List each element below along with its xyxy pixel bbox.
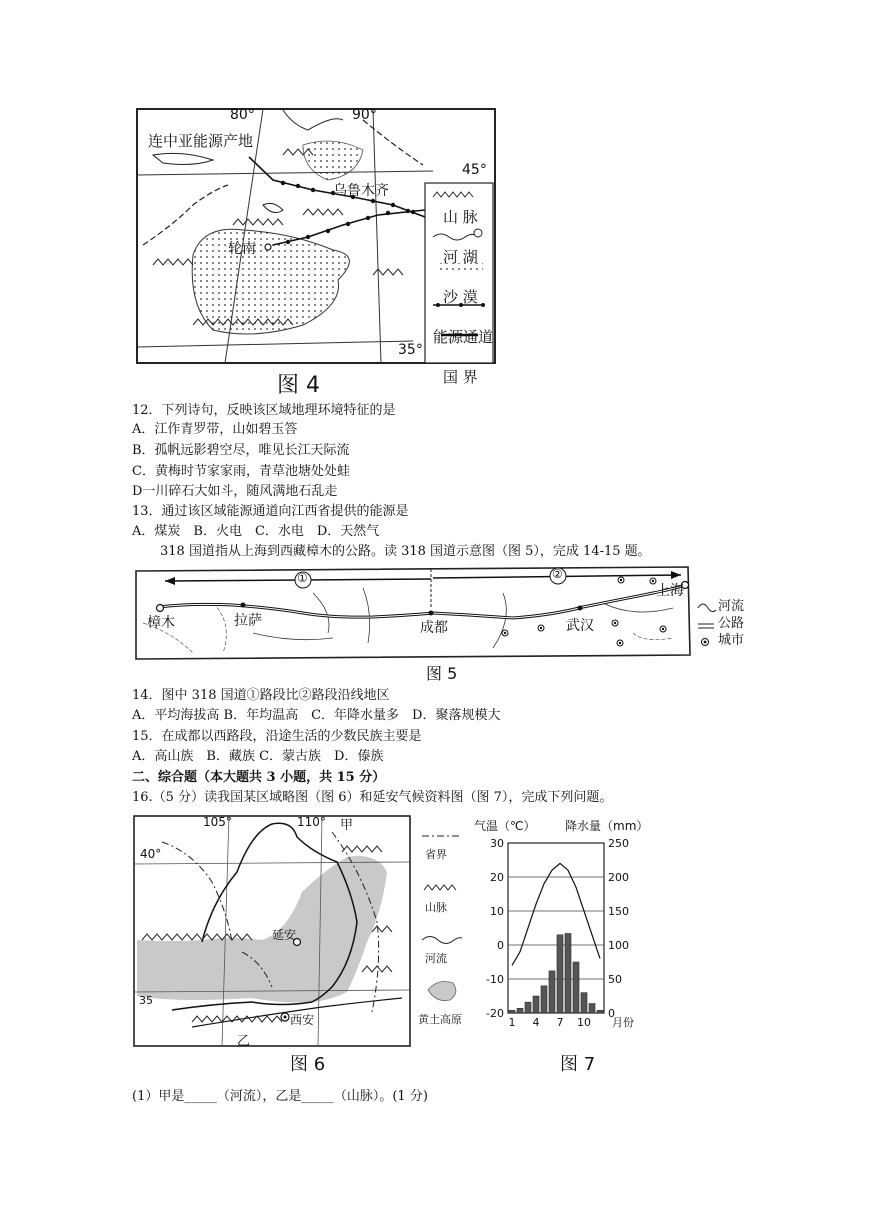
month-tick-label: 7	[556, 1016, 564, 1029]
fig6-lat35: 35	[139, 994, 153, 1007]
precip-bar-month-7	[557, 935, 563, 1013]
precip-tick-label: 100	[608, 939, 629, 952]
section-2-heading: 二、综合题（本大题共 3 小题，共 15 分）	[132, 770, 386, 785]
precip-bar-month-11	[589, 1003, 595, 1013]
legend-desert: 沙 漠	[443, 288, 478, 306]
fig4-luntai: 轮南	[228, 241, 256, 257]
fig7-caption: 图 7	[560, 1054, 596, 1075]
legend-river-lake: 河 湖	[443, 248, 478, 266]
precip-bar-month-2	[517, 1008, 523, 1013]
q12-option-b: B．孤帆远影碧空尽，唯见长江天际流	[132, 443, 350, 458]
precip-bar-month-3	[525, 1002, 531, 1013]
climate-chart	[478, 835, 658, 1045]
fig7-left-axis-label: 气温（℃）	[474, 819, 536, 833]
precip-bar-month-1	[509, 1010, 515, 1013]
temp-tick-label: 0	[497, 939, 504, 952]
q15-stem: 15．在成都以西路段，沿途生活的少数民族主要是	[132, 729, 422, 744]
precip-bar-month-12	[597, 1010, 603, 1013]
fig5-legend-river: 河流	[718, 599, 745, 614]
fig4-lon80: 80°	[230, 107, 255, 123]
q14-options: A．平均海拔高 B．年均温高 C．年降水量多 D．聚落规模大	[132, 708, 501, 723]
precip-bar-month-4	[533, 996, 539, 1013]
precip-tick-label: 50	[608, 973, 622, 986]
q13-options: A．煤炭 B．火电 C．水电 D．天然气	[132, 524, 380, 539]
temp-tick-label: 20	[490, 871, 504, 884]
q13-stem: 13．通过该区域能源通道向江西省提供的能源是	[132, 504, 409, 519]
fig6-lon110: 110°	[297, 815, 326, 829]
legend-border: 国 界	[443, 368, 478, 386]
fig6-caption: 图 6	[290, 1054, 326, 1075]
precip-bar-month-6	[549, 971, 555, 1013]
temp-tick-label: 10	[490, 905, 504, 918]
fig7-right-axis-label: 降水量（mm）	[565, 819, 649, 833]
precip-bar-month-5	[541, 986, 547, 1013]
fig5-legend	[718, 598, 744, 649]
fig6-lon105: 105°	[203, 815, 232, 829]
precip-tick-label: 250	[608, 837, 629, 850]
precip-bar-month-9	[573, 962, 579, 1013]
fig6-legend-border: 省界	[425, 848, 447, 861]
fig4-link-label: 连中亚能源产地	[148, 132, 254, 150]
fig4-legend	[433, 197, 503, 397]
fig6-legend-mountain: 山脉	[425, 901, 447, 914]
precip-tick-label: 150	[608, 905, 629, 918]
q14-stem: 14．图中 318 国道①路段比②路段沿线地区	[132, 688, 390, 703]
fig5-city-shanghai: 上海	[656, 583, 684, 599]
q12-option-a: A．江作青罗带，山如碧玉答	[132, 422, 298, 437]
fig4-urumqi: 乌鲁木齐	[333, 183, 389, 199]
legend-energy-route: 能源通道	[433, 328, 494, 346]
fig5-segment-1: ①	[297, 571, 308, 585]
q16-stem: 16.（5 分）读我国某区域略图（图 6）和延安气候资料图（图 7），完成下列问题。	[132, 790, 613, 805]
fig4-lat45: 45°	[462, 162, 487, 178]
precip-tick-label: 200	[608, 871, 629, 884]
q16-sub1: (1）甲是_____（河流），乙是_____（山脉）。(1 分)	[132, 1089, 428, 1104]
month-tick-label: 4	[532, 1016, 540, 1029]
fig5-city-wuhan: 武汉	[566, 618, 594, 634]
fig5-legend-highway: 公路	[718, 616, 745, 631]
precip-tick-label: 0	[608, 1007, 615, 1020]
fig5-legend-symbols	[696, 598, 716, 650]
q15-options: A．高山族 B．藏族 C．蒙古族 D．傣族	[132, 749, 384, 764]
fig5-segment-2: ②	[552, 567, 563, 581]
fig5-city-zhangmu: 樟木	[147, 615, 175, 631]
fig6-xian: 西安	[290, 1013, 315, 1027]
fig5-caption: 图 5	[426, 664, 458, 683]
fig6-jia: 甲	[340, 818, 354, 833]
temp-tick-label: -10	[486, 973, 504, 986]
precip-bar-month-8	[565, 933, 571, 1013]
fig4-lat35: 35°	[398, 342, 423, 358]
fig5-city-chengdu: 成都	[420, 620, 448, 636]
fig6-legend-loess: 黄土高原	[418, 1013, 462, 1026]
fig5-city-lhasa: 拉萨	[234, 613, 262, 629]
fig4-caption: 图 4	[277, 373, 320, 398]
precip-bar-month-10	[581, 993, 587, 1013]
q12-option-d: D一川碎石大如斗，随风满地石乱走	[132, 484, 338, 499]
fig6-yanan: 延安	[272, 928, 297, 942]
month-tick-label: 1	[508, 1016, 516, 1029]
intro-318: 318 国道指从上海到西藏樟木的公路。读 318 国道示意图（图 5），完成 14-15 题。	[160, 544, 651, 559]
fig5-legend-city: 城市	[718, 633, 745, 648]
month-tick-label: 10	[577, 1016, 591, 1029]
month-axis-label: 月份	[612, 1016, 634, 1029]
fig6-lat40: 40°	[140, 847, 162, 861]
fig4-lon90: 90°	[352, 107, 377, 123]
temp-tick-label: 30	[490, 837, 504, 850]
figure-5-map	[133, 563, 693, 663]
fig6-yi: 乙	[237, 1034, 251, 1049]
q12-stem: 12．下列诗句，反映该区域地理环境特征的是	[132, 403, 396, 418]
q12-option-c: C．黄梅时节家家雨，青草池塘处处蛙	[132, 464, 350, 479]
temp-tick-label: -20	[486, 1007, 504, 1020]
fig6-legend-river: 河流	[425, 952, 447, 965]
legend-mountain: 山 脉	[443, 208, 478, 226]
